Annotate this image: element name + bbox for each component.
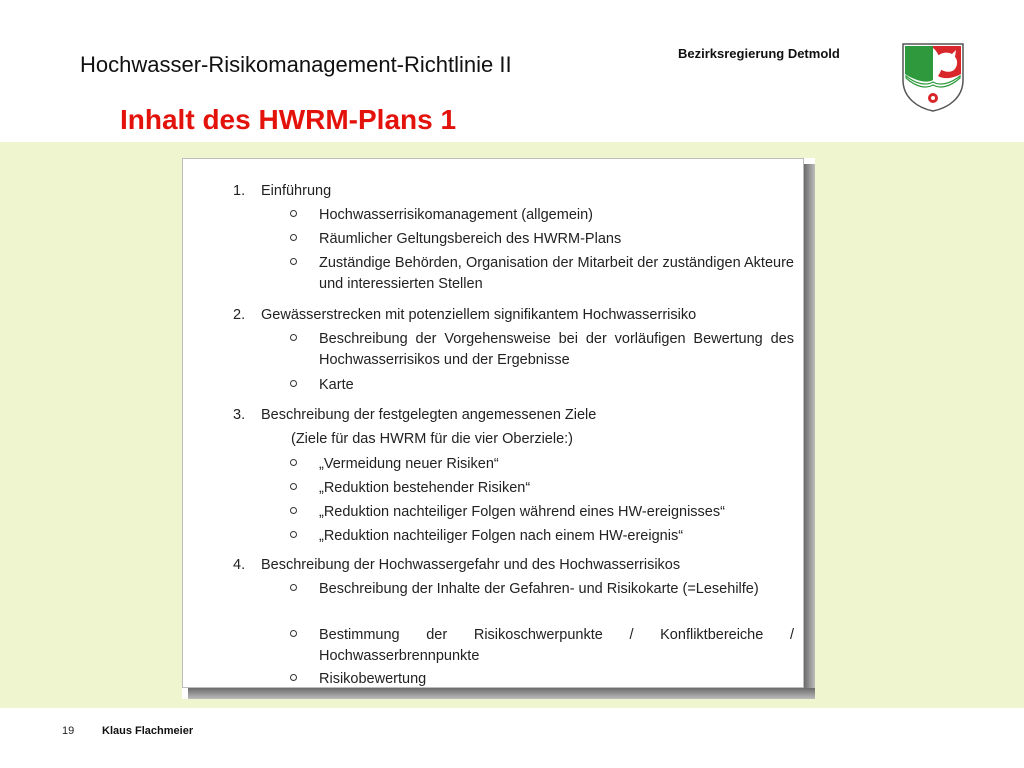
section-number: 4. (233, 557, 246, 573)
section-number: 3. (233, 407, 246, 423)
circle-bullet-icon (290, 531, 297, 538)
document-shadow-right (804, 164, 815, 699)
slide-header (0, 0, 1024, 142)
circle-bullet-icon (290, 630, 297, 637)
section-title: Gewässerstrecken mit potenziellem signifikantem Hochwasserrisiko (261, 307, 697, 323)
circle-bullet-icon (290, 334, 297, 341)
author-name: Klaus Flachmeier (102, 725, 194, 737)
circle-bullet-icon (290, 258, 297, 265)
section-number: 2. (233, 307, 246, 323)
circle-bullet-icon (290, 507, 297, 514)
document-excerpt (182, 158, 815, 699)
circle-bullet-icon (290, 380, 297, 387)
section-title: Beschreibung der Hochwassergefahr und des Hochwasserrisikos (261, 557, 681, 573)
circle-bullet-icon (290, 584, 297, 591)
section-title: Einführung (261, 183, 332, 199)
slide-footer (0, 708, 1024, 768)
circle-bullet-icon (290, 483, 297, 490)
circle-bullet-icon (290, 674, 297, 681)
slide-subtitle: Inhalt des HWRM-Plans 1 (120, 104, 457, 135)
organization-name: Bezirksregierung Detmold (678, 46, 840, 61)
nrw-coat-of-arms-icon (900, 42, 966, 112)
page-title: Hochwasser-Risikomanagement-Richtlinie II (80, 52, 512, 77)
document-page: 1. Einführung Hochwasserrisikomanagement (allgemein) Räumlicher Geltungsbereich des HWRM-Plans Zuständige Behörden, Organisation der Mitarbeit der zuständigen Akteure und interessierten Stellen 2. Gewässerstrecken mit potenziellem signifikantem Hochwasserrisiko Beschreibung der Vorgehensweise bei der vorläufigen Bewertung des Hochwasserrisikos und der Ergebnisse Karte 3. Beschreibung der festgelegten angemessenen Ziele (Ziele für das HWRM für die vier Oberziele:) „Vermeidung neuer Risiken“ „Reduktion bestehender Risiken“ „Reduktion nachteiliger Folgen während eines HW-ereignisses“ „Reduktion nachteiliger Folgen nach einem HW-ereignis“ 4. Beschreibung der Hochwassergefahr und des Hochwasserrisikos Beschreibung der Inhalte der Gefahren- und Risikokarte (=Lesehilfe) Bestimmung der Risikoschwerpunkte / Konfliktbereiche / Hochwasserbrennpunkte Risikobewertung (182, 158, 804, 688)
circle-bullet-icon (290, 210, 297, 217)
page-number: 19 (62, 725, 75, 737)
circle-bullet-icon (290, 459, 297, 466)
circle-bullet-icon (290, 234, 297, 241)
section-note: (Ziele für das HWRM für die vier Oberziele:) (291, 431, 574, 447)
section-title: Beschreibung der festgelegten angemessenen Ziele (261, 407, 597, 423)
section-number: 1. (233, 183, 246, 199)
